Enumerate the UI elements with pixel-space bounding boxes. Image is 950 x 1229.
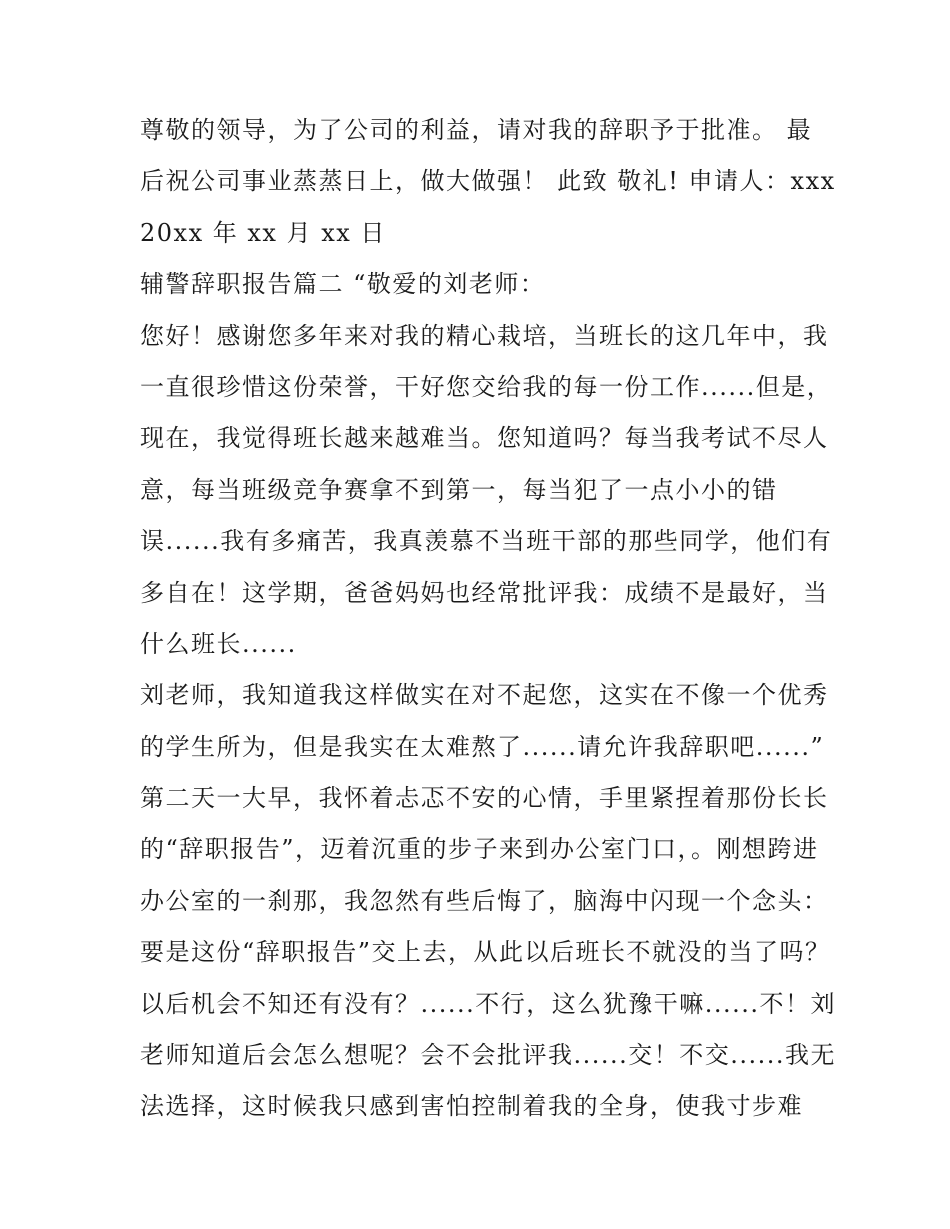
document-body bbox=[140, 105, 837, 1133]
text-line: 第二天一大早，我怀着忐忑不安的心情，手里紧捏着那份长长 bbox=[140, 784, 829, 813]
text-line: 刘老师，我知道我这样做实在对不起您，这实在不像一个优秀 bbox=[140, 681, 829, 710]
text-line: 办公室的一刹那，我忽然有些后悔了，脑海中闪现一个念头： bbox=[140, 886, 829, 915]
text-line: 以后机会不知还有没有？......不行，这么犹豫干嘛......不！刘 bbox=[140, 989, 837, 1018]
text-line: 现在，我觉得班长越来越难当。您知道吗？每当我考试不尽人 bbox=[140, 424, 829, 453]
text-line: 的学生所为，但是我实在太难熬了......请允许我辞职吧......” bbox=[140, 732, 825, 761]
section-heading: 辅警辞职报告篇二 “敬爱的刘老师： bbox=[140, 270, 546, 299]
text-line: 要是这份“辞职报告”交上去，从此以后班长不就没的当了吗？ bbox=[140, 938, 831, 967]
text-line: 法选择，这时候我只感到害怕控制着我的全身，使我寸步难 bbox=[140, 1092, 803, 1121]
text-line: 一直很珍惜这份荣誉，干好您交给我的每一份工作......但是， bbox=[140, 372, 833, 401]
text-line: 多自在！这学期，爸爸妈妈也经常批评我：成绩不是最好，当 bbox=[140, 578, 829, 607]
text-line: 老师知道后会怎么想呢？会不会批评我......交！不交......我无 bbox=[140, 1041, 837, 1070]
text-line: 20xx 年 xx 月 xx 日 bbox=[140, 218, 386, 247]
text-line: 意，每当班级竞争赛拿不到第一，每当犯了一点小小的错 bbox=[140, 475, 778, 504]
text-line: 误......我有多痛苦，我真羡慕不当班干部的那些同学，他们有 bbox=[140, 527, 833, 556]
text-line: 后祝公司事业蒸蒸日上，做大做强！ 此致 敬礼! 申请人：xxx bbox=[140, 167, 836, 196]
text-line: 尊敬的领导，为了公司的利益，请对我的辞职予于批准。 最 bbox=[140, 116, 813, 144]
text-line: 的“辞职报告”，迈着沉重的步子来到办公室门口，。刚想跨进 bbox=[140, 835, 819, 864]
text-line: 什么班长...... bbox=[140, 629, 297, 658]
text-line: 您好！感谢您多年来对我的精心栽培，当班长的这几年中，我 bbox=[140, 321, 829, 350]
